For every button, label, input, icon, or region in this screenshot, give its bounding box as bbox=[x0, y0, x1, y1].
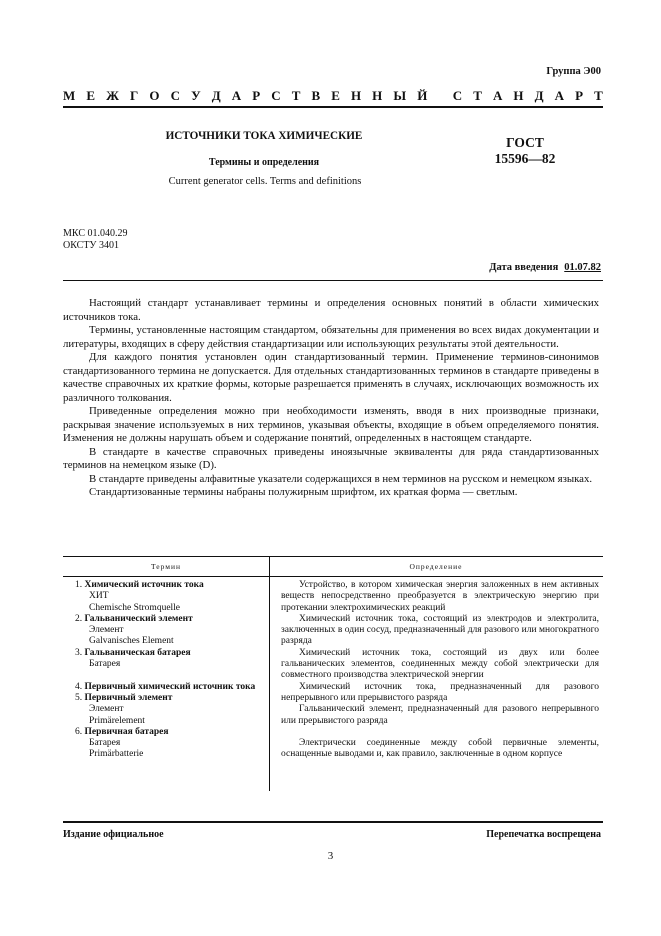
reprint-label: Перепечатка воспрещена bbox=[486, 829, 601, 840]
header-letter: А bbox=[231, 88, 242, 103]
term-entry: 3. Гальваническая батарея Батарея bbox=[75, 648, 265, 682]
header-letter: Н bbox=[513, 88, 524, 103]
term-german: Chemische Stromquelle bbox=[89, 602, 181, 613]
term-entry: 6. Первичная батарея Батарея Primärbatterie bbox=[75, 727, 265, 761]
standard-header bbox=[63, 88, 603, 104]
document-title: ИСТОЧНИКИ ТОКА ХИМИЧЕСКИЕ bbox=[165, 130, 363, 142]
terms-column bbox=[75, 580, 265, 761]
header-letter: Д bbox=[534, 88, 544, 103]
table-header-border bbox=[63, 576, 603, 577]
term-german: Primärbatterie bbox=[89, 749, 144, 760]
term-bold: Первичная батарея bbox=[84, 726, 169, 737]
term-german: Primärelement bbox=[89, 715, 145, 726]
header-letter: Т bbox=[291, 88, 301, 103]
table-top-border bbox=[63, 556, 603, 557]
document-subtitle: Термины и определения bbox=[208, 157, 320, 168]
header-letter: Н bbox=[372, 88, 383, 103]
header-letter: М bbox=[63, 88, 76, 103]
header-letter: Д bbox=[211, 88, 221, 103]
header-letter: Е bbox=[331, 88, 340, 103]
header-letter: Ж bbox=[106, 88, 119, 103]
term-entry: 4. Первичный химический источник тока bbox=[75, 681, 256, 692]
header-letter: С bbox=[271, 88, 281, 103]
okstu-code: ОКСТУ 3401 bbox=[63, 240, 120, 251]
header-letter: О bbox=[149, 88, 160, 103]
header-letter: А bbox=[554, 88, 565, 103]
definition: Химический источник тока, состоящий из электродов и электролита, заключенных в один сосуд, предназначенный для разового или многократного разряда bbox=[281, 613, 599, 647]
intro-paragraph: В стандарте приведены алфавитные указатели содержащихся в нем терминов на русском и немецком языках. bbox=[89, 472, 593, 485]
term-short: ХИТ bbox=[89, 591, 109, 602]
term-short: Элемент bbox=[89, 625, 124, 636]
date-value: 01.07.82 bbox=[564, 262, 601, 273]
header-letter: Е bbox=[86, 88, 96, 103]
term-short: Элемент bbox=[89, 704, 124, 715]
top-rule bbox=[63, 106, 603, 108]
definition: Устройство, в котором химическая энергия заложенных в нем активных веществ непосредственно преобразуется в электрическую энергию при протекании электрохимических реакций bbox=[281, 580, 599, 613]
header-letter: Т bbox=[473, 88, 482, 103]
group-label: Группа Э00 bbox=[546, 66, 601, 77]
term-short: Батарея bbox=[89, 659, 121, 670]
gost-code: 15596—82 bbox=[494, 151, 556, 166]
definition: Электрически соединенные между собой первичные элементы, оснащенные выводами и, как правило, заключенные в одном корпусе bbox=[281, 738, 599, 760]
header-letter: Ы bbox=[393, 88, 407, 103]
header-letter: Р bbox=[252, 88, 261, 103]
header-letter: У bbox=[191, 88, 201, 103]
terms-table bbox=[63, 556, 603, 791]
intro-paragraph: Для каждого понятия установлен один стандартизованный термин. Применение терминов-синонимов стандартизованного термина не допускается. Для отдельных стандартизованных терминов в стандарте приведены в качестве справочных их краткие формы, которые разрешается применять в случаях, исключающих возможность их различного толкования. bbox=[63, 351, 599, 404]
page-number: 3 bbox=[327, 850, 334, 862]
term-entry: 1. Химический источник тока ХИТ Chemische Stromquelle bbox=[75, 580, 265, 614]
intro-paragraph: Стандартизованные термины набраны полужирным шрифтом, их краткая форма — светлым. bbox=[89, 486, 518, 498]
bottom-rule bbox=[63, 821, 603, 823]
term-short: Батарея bbox=[89, 738, 121, 749]
introduction bbox=[63, 297, 599, 500]
term-entry: 5. Первичный элемент Элемент Primärelement bbox=[75, 693, 265, 727]
intro-paragraph: Настоящий стандарт устанавливает термины и определения основных понятий в области химических источников тока. bbox=[63, 297, 599, 323]
term-bold: Первичный химический источник тока bbox=[84, 681, 256, 692]
date-label: Дата введения bbox=[489, 262, 559, 273]
definition: Химический источник тока, состоящий из двух или более гальванических элементов, соединенных между собой электрически для совместного производства электрической энергии bbox=[281, 647, 599, 681]
term-entry: 2. Гальванический элемент Элемент Galvanisches Element bbox=[75, 614, 265, 648]
effective-date bbox=[489, 262, 601, 273]
english-title: Current generator cells. Terms and definitions bbox=[168, 176, 362, 187]
header-letter: С bbox=[452, 88, 463, 103]
gost-number bbox=[485, 135, 565, 167]
header-letter: Г bbox=[130, 88, 139, 103]
term-bold: Гальваническая батарея bbox=[84, 647, 191, 658]
header-letter: Р bbox=[575, 88, 584, 103]
header-letter: Й bbox=[417, 88, 428, 103]
column-header-definition: Определение bbox=[409, 562, 463, 571]
mid-rule bbox=[63, 280, 603, 281]
term-bold: Химический источник тока bbox=[84, 580, 204, 590]
intro-paragraph: Термины, установленные настоящим стандартом, обязательны для применения во всех видах документации и литературы, входящих в сферу действия стандартизации или использующих результаты этой деятельности. bbox=[63, 324, 599, 350]
mks-code: МКС 01.040.29 bbox=[63, 228, 128, 239]
term-bold: Гальванический элемент bbox=[84, 613, 193, 624]
header-letter bbox=[438, 88, 441, 104]
intro-paragraph: В стандарте в качестве справочных приведены иноязычные эквиваленты для ряда стандартизованных терминов на немецком языке (D). bbox=[63, 445, 599, 471]
column-header-term: Термин bbox=[150, 562, 182, 571]
classification-codes bbox=[63, 228, 127, 252]
edition-label: Издание официальное bbox=[63, 829, 164, 840]
term-german: Galvanisches Element bbox=[89, 636, 174, 647]
gost-label: ГОСТ bbox=[506, 135, 544, 150]
definitions-column bbox=[281, 580, 599, 761]
header-letter: С bbox=[170, 88, 180, 103]
header-letter: Т bbox=[594, 88, 603, 103]
header-letter: А bbox=[492, 88, 503, 103]
table-column-divider bbox=[269, 556, 270, 791]
definition: Химический источник тока, предназначенный для разового непрерывного или прерывистого разряда bbox=[281, 681, 599, 703]
header-letter: Н bbox=[350, 88, 362, 103]
definition: Гальванический элемент, предназначенный для разового непрерывного или прерывистого разряда bbox=[281, 704, 599, 726]
header-letter: В bbox=[311, 88, 321, 103]
spacer bbox=[75, 670, 265, 681]
intro-paragraph: Приведенные определения можно при необходимости изменять, вводя в них производные признаки, раскрывая значение используемых в них терминов, указывая объекты, входящие в объем определяемого понятия. Изменения не должны нарушать объем и содержание понятий, определенных в настоящем стандарте. bbox=[63, 405, 599, 444]
term-bold: Первичный элемент bbox=[84, 692, 173, 703]
